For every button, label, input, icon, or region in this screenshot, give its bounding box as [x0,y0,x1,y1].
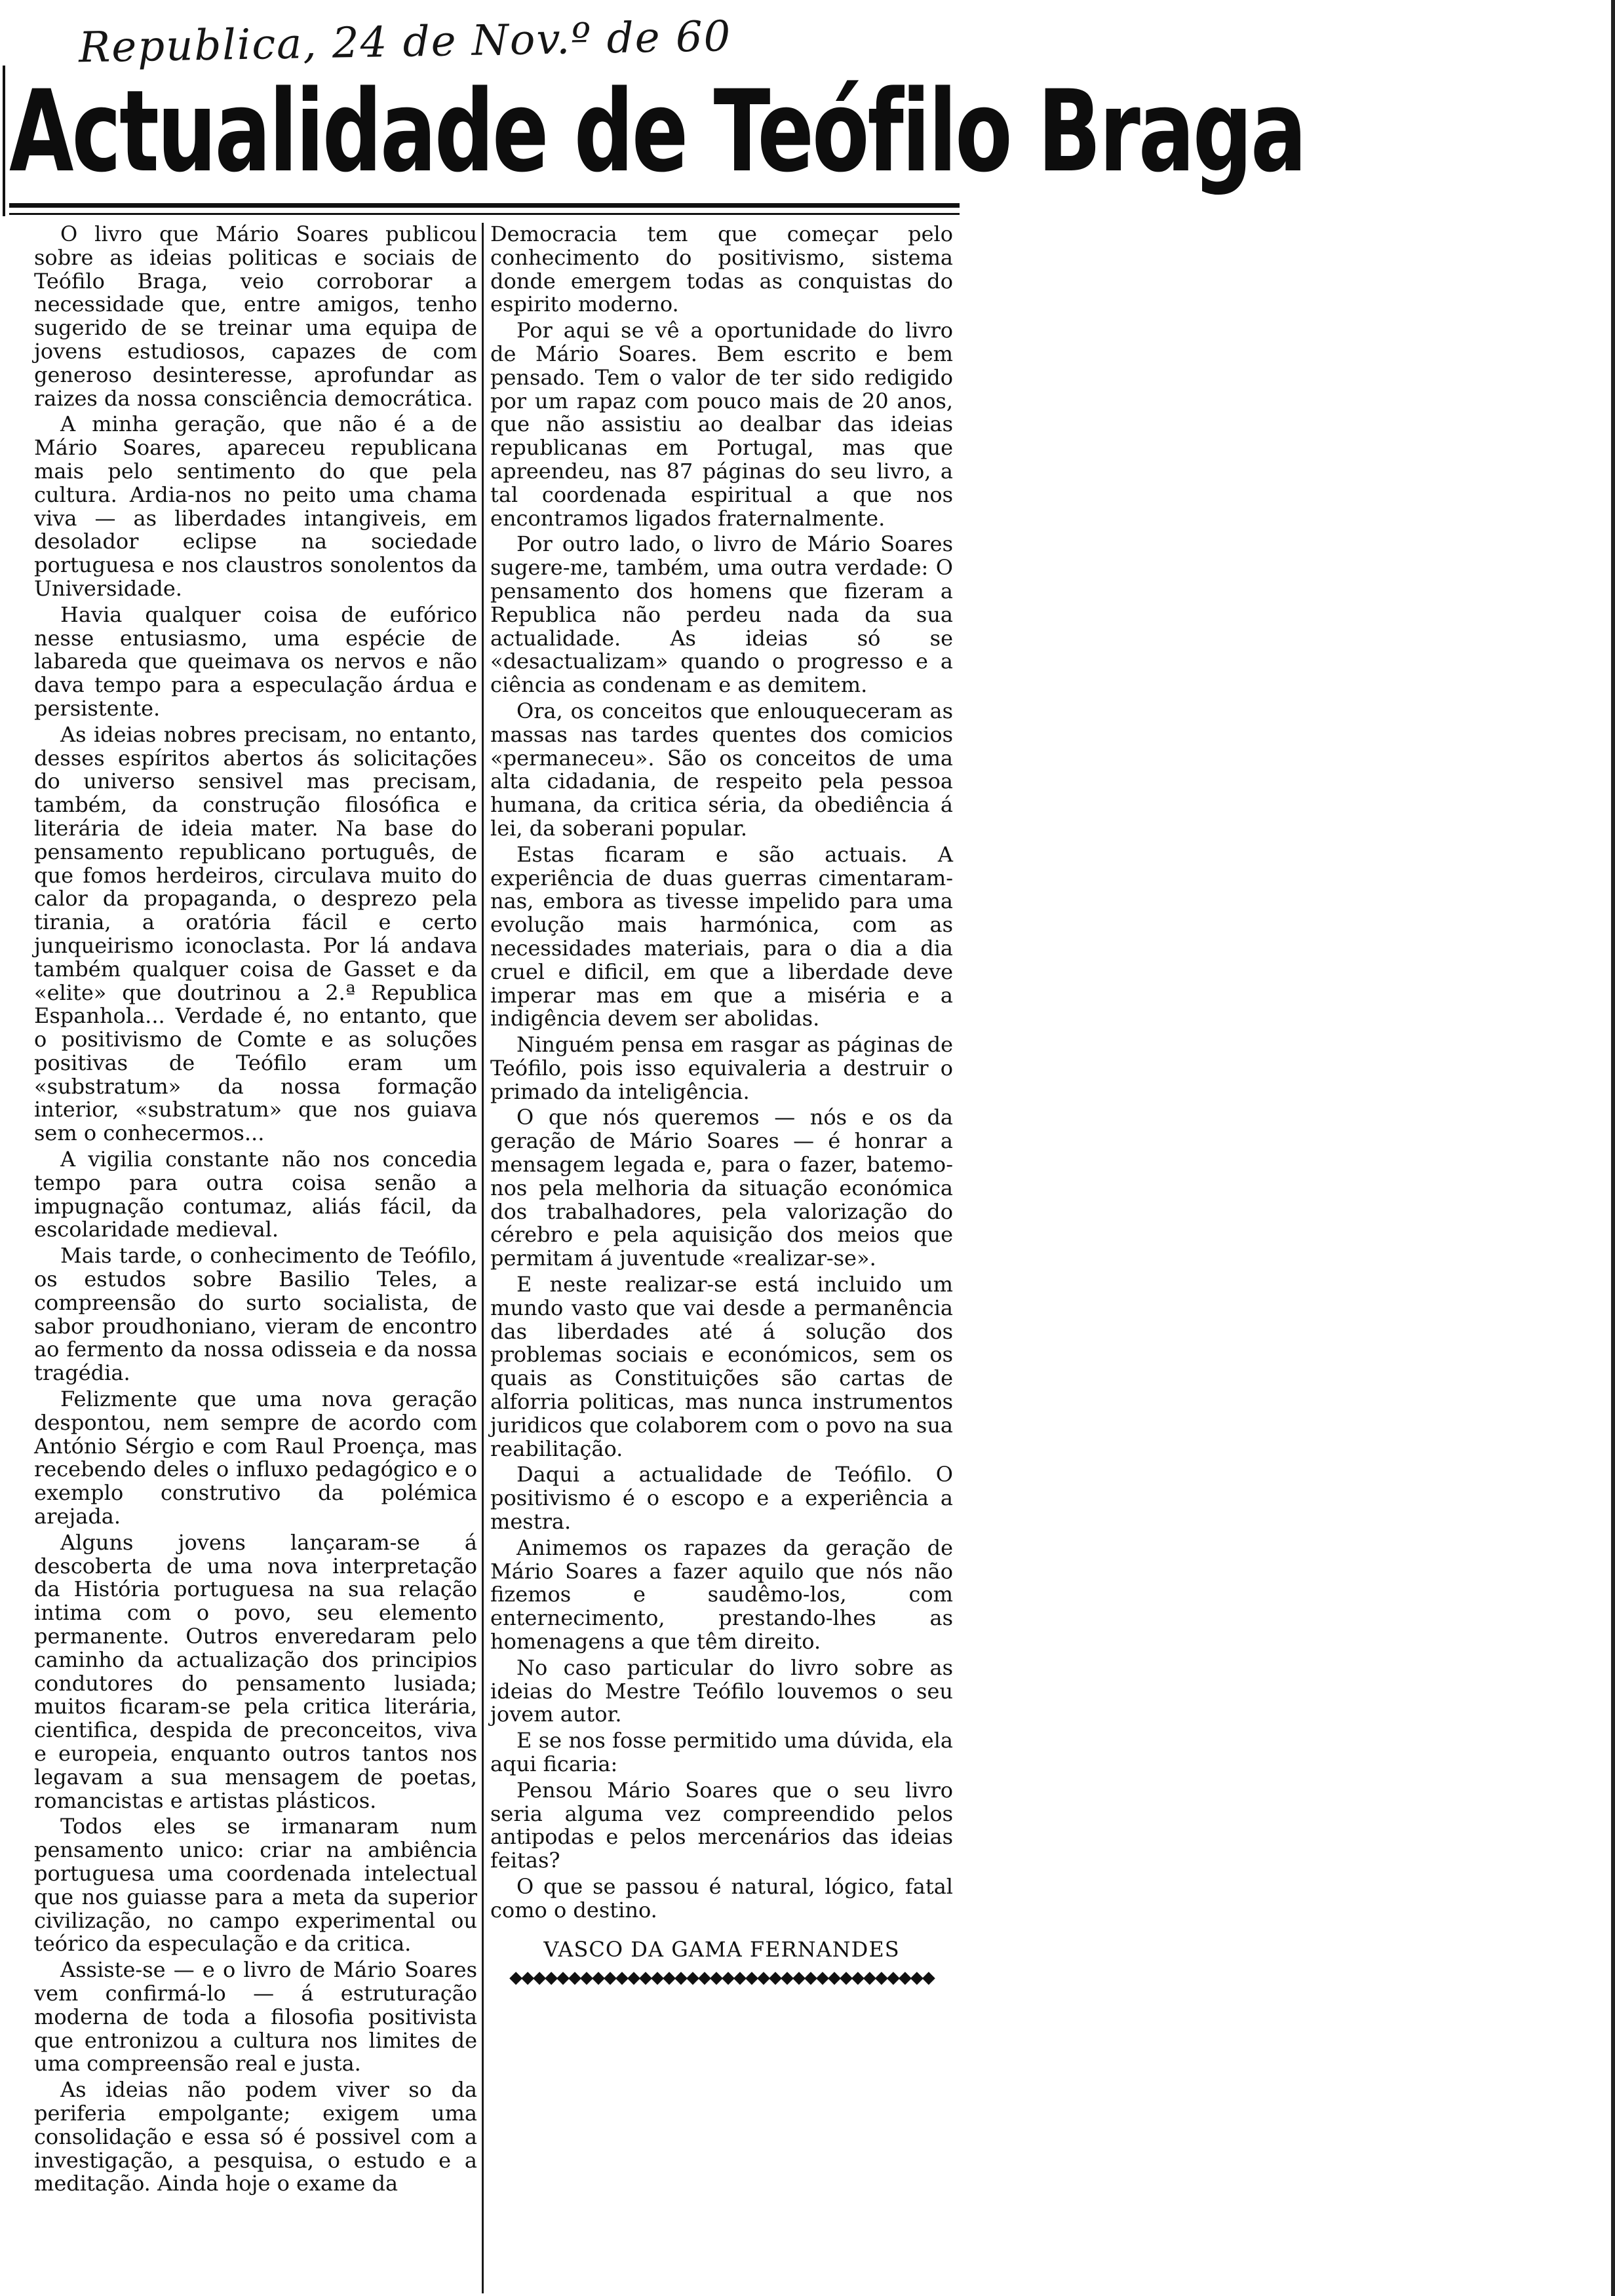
clipping-right-border [1611,0,1615,2296]
paragraph: Ninguém pensa em rasgar as páginas de Teófilo, pois isso equivaleria a destruir o primado da inteligência. [490,1032,953,1104]
paragraph: E se nos fosse permitido uma dúvida, ela aqui ficaria: [490,1728,953,1776]
handwritten-date-annotation: Republica, 24 de Nov.º de 60 [78,12,732,73]
paragraph: Pensou Mário Soares que o seu livro seria alguma vez compreendido pelos antipodas e pelos mercenários das ideias feitas? [490,1777,953,1873]
paragraph: O que se passou é natural, lógico, fatal como o destino. [490,1873,953,1923]
paragraph: Estas ficaram e são actuais. A experiência de duas guerras cimentaram-nas, embora as tivesse impelido para uma evolução mais harmónica, com as necessidades materiais, para o dia a dia cruel e dificil, em que a liberdade deve imperar mas em que a miséria e a indigência devem ser abolidas. [490,841,953,1031]
paragraph: Ora, os conceitos que enlouqueceram as massas nas tardes quentes dos comicios «permaneceu». São os conceitos de uma alta cidadania, de respeito pela pessoa humana, da critica séria, da obediência á lei, da soberani popular. [490,698,953,841]
paragraph: Daqui a actualidade de Teófilo. O positivismo é o escopo e a experiência a mestra. [490,1462,953,1535]
paragraph: O que nós queremos — nós e os da geração de Mário Soares — é honrar a mensagem legada e, para o fazer, batemo-nos pela melhoria da situação económica dos trabalhadores, pela valorização do cérebro e pela aquisição dos meios que permitam á juventude «realizar-se». [490,1105,953,1271]
paragraph: As ideias não podem viver so da periferia empolgante; exigem uma consolidação e essa só é possivel com a investigação, a pesquisa, o estudo e a meditação. Ainda hoje o exame da [34,2077,477,2196]
article-column-1 [34,223,477,2198]
paragraph: E neste realizar-se está incluido um mundo vasto que vai desde a permanência das liberdades até á solução dos problemas sociais e económicos, sem os quais as Constituições são cartas de alforria politicas, mas nunca instrumentos juridicos que colaborem com o povo na sua reabilitação. [490,1272,953,1461]
headline-rule-thin [9,213,960,215]
paragraph: Mais tarde, o conhecimento de Teófilo, os estudos sobre Basilio Teles, a compreensão do surto socialista, de sabor proudhoniano, vieram de encontro ao fermento da nossa odisseia e da nossa tragédia. [34,1243,477,1386]
paragraph: Assiste-se — e o livro de Mário Soares vem confirmá-lo — á estruturação moderna de toda a filosofia positivista que entronizou a cultura nos limites de uma compreensão real e justa. [34,1957,477,2076]
paragraph: Democracia tem que começar pelo conhecimento do positivismo, sistema donde emergem todas as conquistas do espirito moderno. [490,221,953,317]
paragraph: Havia qualquer coisa de eufórico nesse entusiasmo, uma espécie de labareda que queimava os nervos e não dava tempo para a especulação árdua e persistente. [34,602,477,721]
paragraph: Animemos os rapazes da geração de Mário Soares a fazer aquilo que nós não fizemos e saudêmo-los, com enternecimento, prestando-lhes as homenagens a que têm direito. [490,1535,953,1655]
author-byline: VASCO DA GAMA FERNANDES [543,1936,900,1962]
paragraph: Por outro lado, o livro de Mário Soares sugere-me, também, uma outra verdade: O pensamento dos homens que fizeram a Republica não perdeu nada da sua actualidade. As ideias só se «desactualizam» quando o progresso e a ciência as condenam e as demitem. [490,531,953,698]
paragraph: No caso particular do livro sobre as ideias do Mestre Teófilo louvemos o seu jovem autor. [490,1655,953,1727]
paragraph: Alguns jovens lançaram-se á descoberta de uma nova interpretação da História portuguesa na sua relação intima com o povo, seu elemento permanente. Outros enveredaram pelo caminho da actualização dos principios condutores do pensamento lusiada; muitos ficaram-se pela critica literária, cientifica, despida de preconceitos, viva e europeia, enquanto outros tantos nos legavam a sua mensagem de poetas, romancistas e artistas plásticos. [34,1529,477,1813]
paragraph: Todos eles se irmanaram num pensamento unico: criar na ambiência portuguesa uma coordenada intelectual que nos guiasse para a meta da superior civilização, no campo experimental ou teórico da especulação e da critica. [34,1814,477,1957]
column-divider [482,223,484,2293]
article-column-2 [490,223,953,1990]
article-headline: Actualidade de Teófilo Braga [9,66,1305,197]
headline-rule-thick [9,203,960,208]
clipping-left-border [3,66,5,216]
paragraph: Por aqui se vê a oportunidade do livro de Mário Soares. Bem escrito e bem pensado. Tem o valor de ter sido redigido por um rapaz com pouco mais de 20 anos, que não assistiu ao dealbar das ideias republicanas em Portugal, mas que apreendeu, nas 87 páginas do seu livro, a tal coordenada espiritual a que nos encontramos ligados fraternalmente. [490,318,953,531]
ornament-divider: ◆◆◆◆◆◆◆◆◆◆◆◆◆◆◆◆◆◆◆◆◆◆◆◆◆◆◆◆◆◆◆◆◆◆◆◆ [509,1968,934,1988]
paragraph: As ideias nobres precisam, no entanto, desses espíritos abertos ás solicitações do universo sensivel mas precisam, também, da construção filosófica e literária de ideia mater. Na base do pensamento republicano português, de que fomos herdeiros, circulava muito do calor da propaganda, o desprezo pela tirania, a oratória fácil e certo junqueirismo iconoclasta. Por lá andava também qualquer coisa de Gasset e da «elite» que doutrinou a 2.ª Republica Espanhola... Verdade é, no entanto, que o positivismo de Comte e as soluções positivas de Teófilo eram um «substratum» da nossa formação interior, «substratum» que nos guiava sem o conhecermos... [34,721,477,1146]
paragraph: Felizmente que uma nova geração despontou, nem sempre de acordo com António Sérgio e com Raul Proença, mas recebendo deles o influxo pedagógico e o exemplo construtivo da polémica arejada. [34,1387,477,1529]
paragraph: A vigilia constante não nos concedia tempo para outra coisa senão a impugnação contumaz, aliás fácil, da escolaridade medieval. [34,1147,477,1242]
paragraph: A minha geração, que não é a de Mário Soares, apareceu republicana mais pelo sentimento do que pela cultura. Ardia-nos no peito uma chama viva — as liberdades intangiveis, em desolador eclipse na sociedade portuguesa e nos claustros sonolentos da Universidade. [34,411,477,601]
paragraph: O livro que Mário Soares publicou sobre as ideias politicas e sociais de Teófilo Braga, veio corroborar a necessidade que, entre amigos, tenho sugerido de se treinar uma equipa de jovens estudiosos, capazes de com generoso desinteresse, aprofundar as raizes da nossa consciência democrática. [34,221,477,411]
